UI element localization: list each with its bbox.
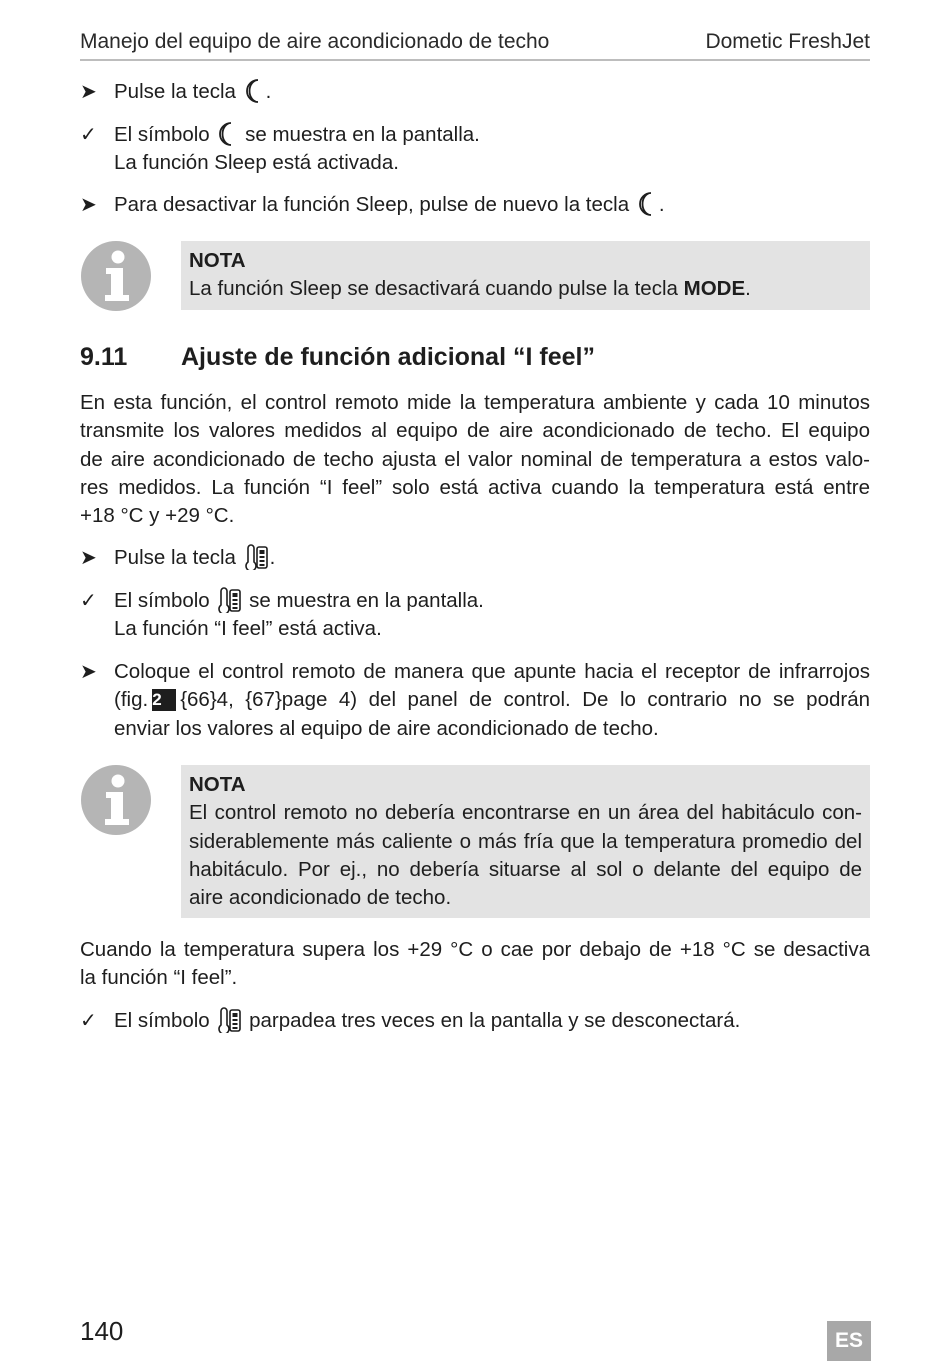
header-title: Manejo del equipo de aire acondicionado de techo (80, 30, 550, 53)
page-header (80, 28, 870, 61)
intro-paragraph: En esta función, el control remoto mide la temperatura ambiente y cada 10 minutos transmite los valores medidos al equipo de aire acondicionado de techo. El equipo de aire acondicionado de techo ajusta el valor nominal de temperatura a estos valo- res medidos. La función “I feel” solo está activa cuando la temperatura está entre +18 °C y +29 °C. (80, 391, 870, 528)
header-product: Dometic FreshJet (705, 30, 870, 53)
sleep-step-1-text: Pulse la tecla (114, 80, 236, 103)
step-arrow-icon: ➤ (80, 81, 97, 103)
thermometer-remote-icon (216, 1007, 242, 1033)
mode-key-label: MODE (683, 277, 746, 301)
ifeel-step-2-text: Coloque el control remoto de manera que apunte hacia el receptor de infrarrojos (fig. 2 {66}4, {67}page 4) del panel de control. De lo contrario no se podrán enviar los valores al equipo de aire acondicionado de techo. (114, 660, 870, 740)
page-number: 140 (80, 1316, 124, 1346)
moon-icon (243, 78, 265, 104)
step-arrow-icon: ➤ (80, 661, 97, 683)
note-text: La función Sleep se desactivará cuando pulse la tecla MODE. (189, 277, 751, 301)
section-title: Ajuste de función adicional “I feel” (181, 343, 595, 371)
info-icon (80, 240, 152, 312)
note-box-1 (181, 241, 870, 310)
moon-icon (636, 191, 658, 217)
closing-paragraph: Cuando la temperatura supera los +29 °C o cae por debajo de +18 °C se desactiva la función “I feel”. (80, 938, 870, 990)
check-icon: ✓ (80, 590, 97, 612)
thermometer-remote-icon (216, 587, 242, 613)
moon-icon (216, 121, 238, 147)
section-heading (80, 340, 595, 374)
figure-number-badge: 2 (152, 689, 176, 711)
note-title: NOTA (189, 249, 246, 272)
language-badge: ES (827, 1321, 871, 1361)
info-icon (80, 764, 152, 836)
step-arrow-icon: ➤ (80, 194, 97, 216)
check-icon: ✓ (80, 1010, 97, 1032)
note-title: NOTA (189, 773, 246, 796)
thermometer-remote-icon (243, 544, 269, 570)
step-arrow-icon: ➤ (80, 547, 97, 569)
note-box-2: NOTA El control remoto no debería encontrarse en un área del habitáculo con- siderablemente más caliente o más fría que la temperatura promedio del habitáculo. Por ej., no debería situarse al sol o delante del equipo de aire acondicionado de techo. (181, 765, 870, 918)
check-icon: ✓ (80, 124, 97, 146)
section-number: 9.11 (80, 343, 128, 371)
